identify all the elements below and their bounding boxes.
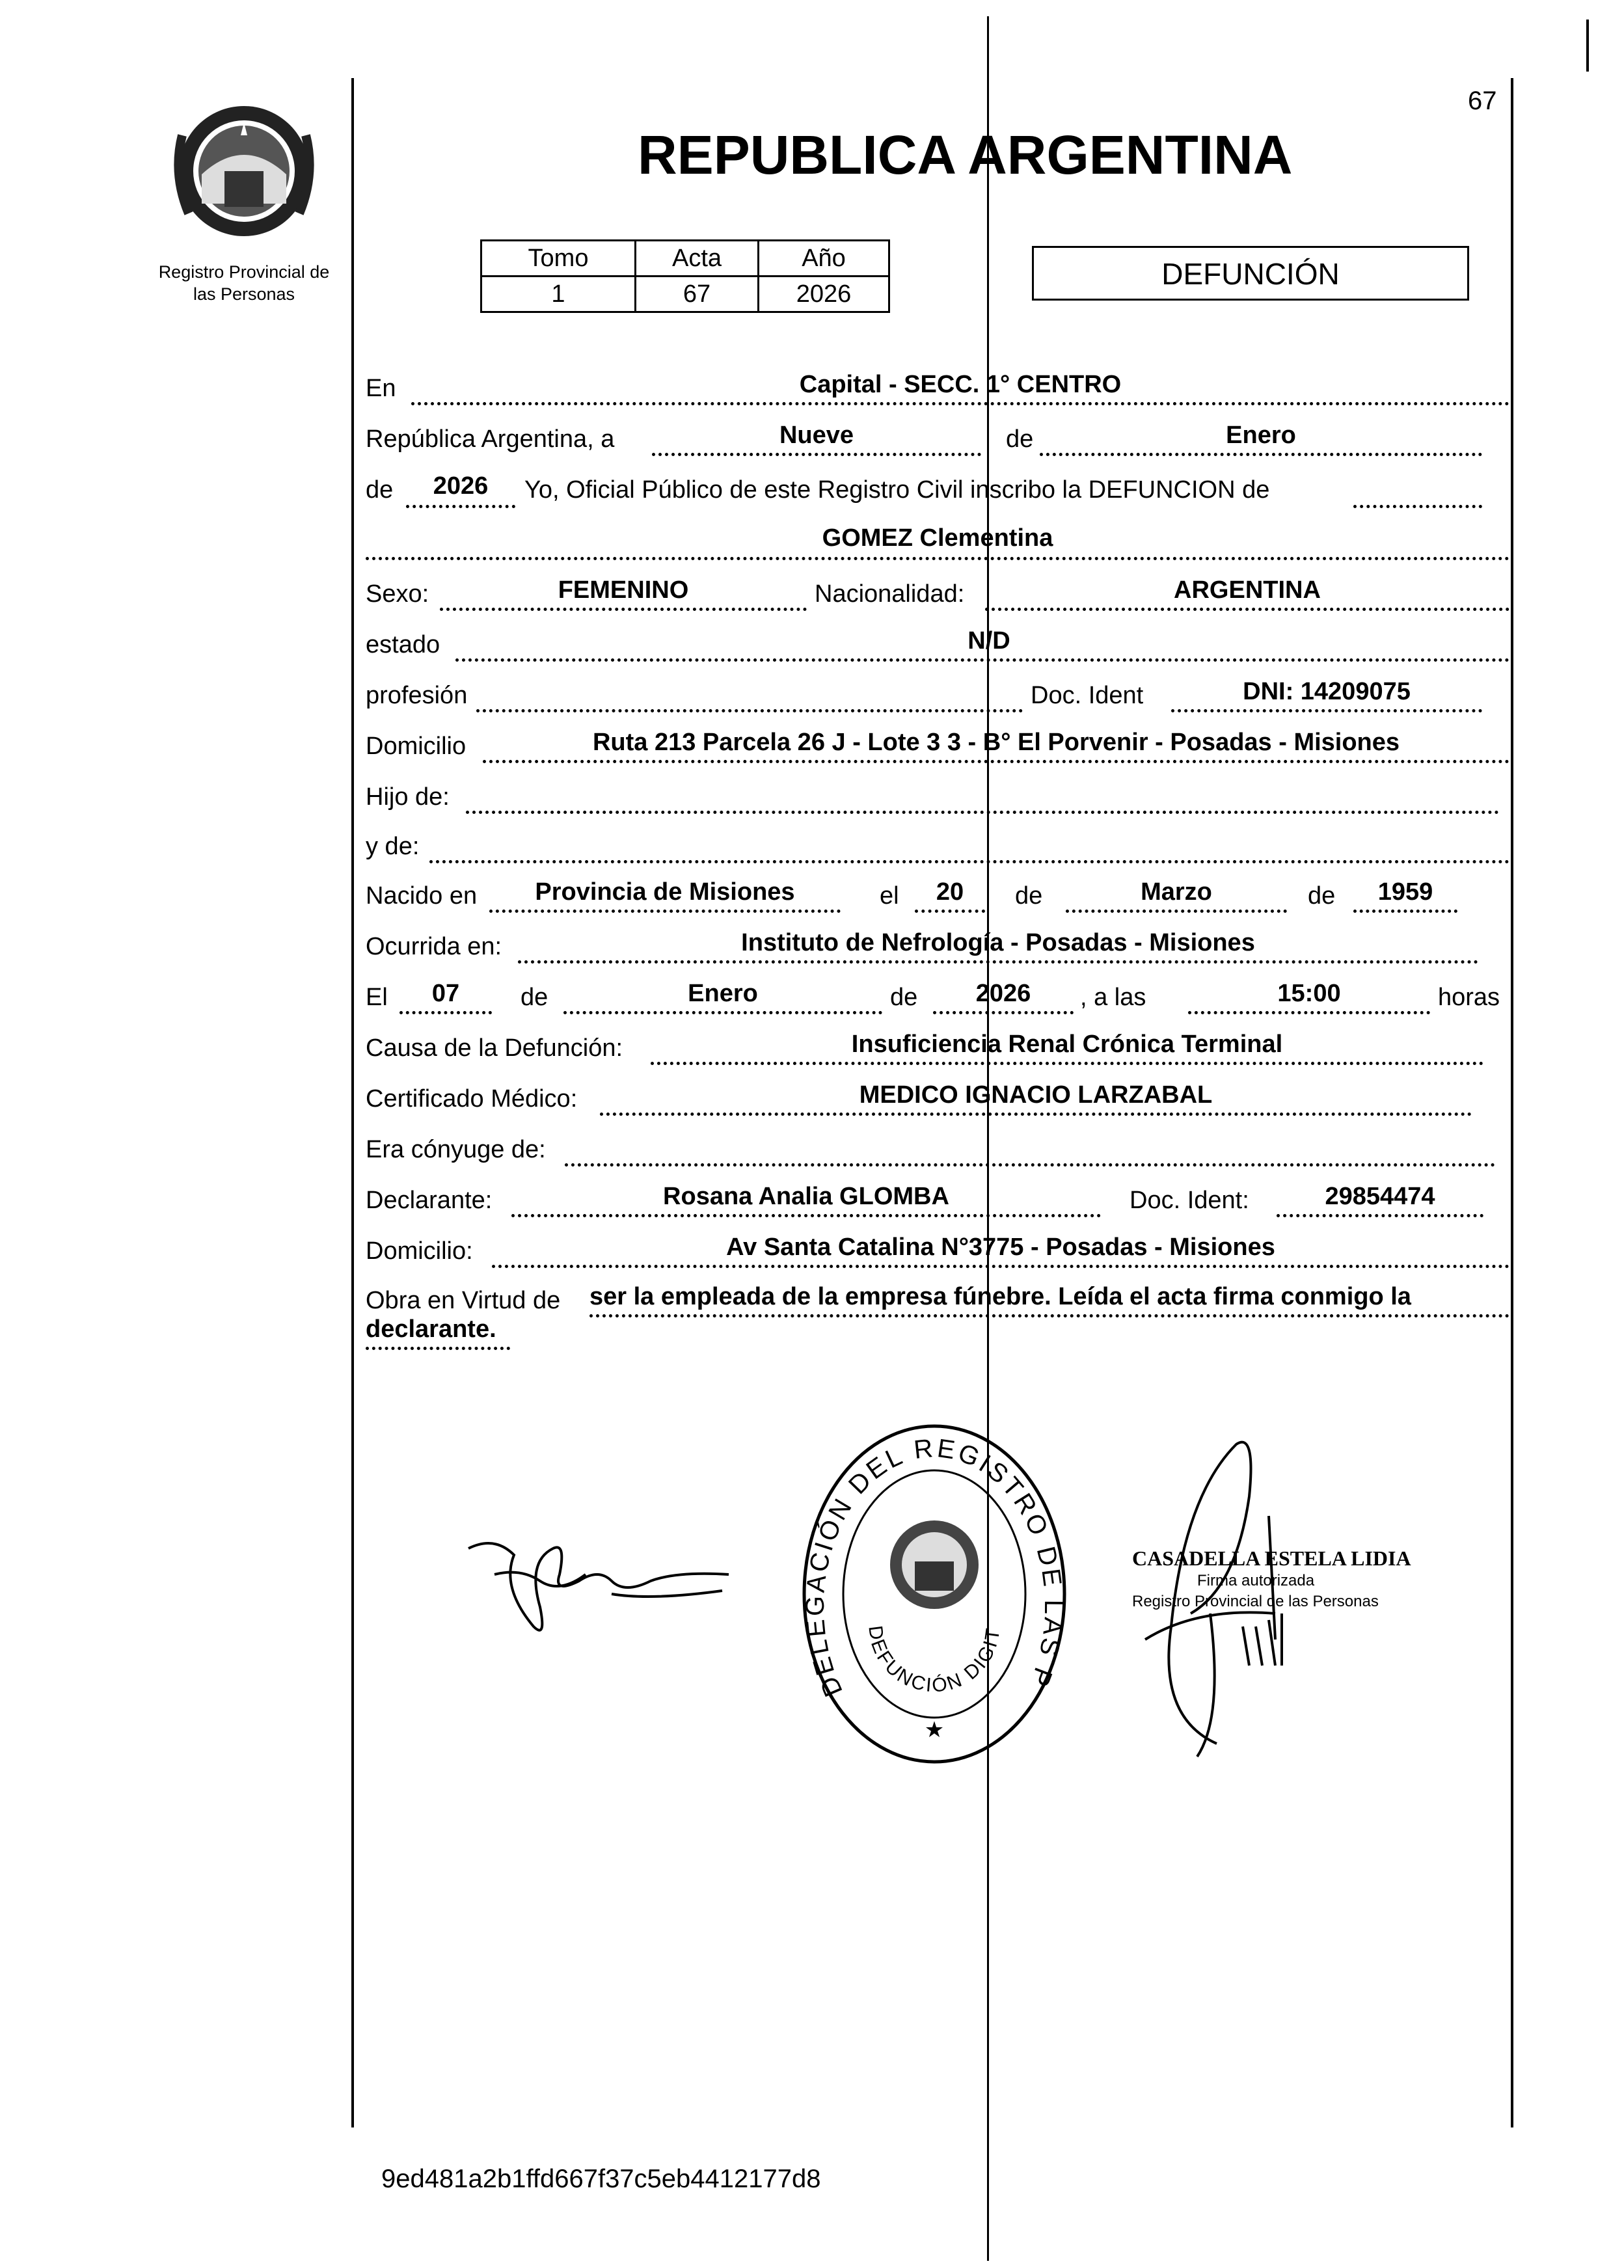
dotted-line <box>429 860 1509 863</box>
value-nacido-anio: 1959 <box>1377 878 1433 906</box>
edge-mark <box>1586 20 1589 72</box>
dotted-line <box>985 608 1509 611</box>
dotted-line <box>1066 910 1287 913</box>
dotted-line <box>1188 1011 1430 1014</box>
dotted-line <box>366 1347 510 1350</box>
dotted-line <box>589 1314 1509 1317</box>
dotted-line <box>455 658 1509 662</box>
label-a-las: , a las <box>1080 984 1146 1011</box>
dotted-line <box>511 1214 1101 1217</box>
dotted-line <box>489 910 841 913</box>
value-dia-texto: Nueve <box>779 422 854 449</box>
label-republica: República Argentina, a <box>366 425 615 453</box>
value-estado: N/D <box>968 627 1010 655</box>
dotted-line <box>476 709 1023 712</box>
dotted-line <box>399 1011 492 1014</box>
dotted-line <box>652 453 981 456</box>
value-certificado: MEDICO IGNACIO LARZABAL <box>859 1081 1213 1109</box>
dotted-line <box>1277 1214 1483 1217</box>
label-domicilio: Domicilio <box>366 733 467 760</box>
dotted-line <box>406 505 515 508</box>
page-number: 67 <box>1468 87 1497 115</box>
label-de-anio-nac: de <box>1308 882 1336 910</box>
value-fallec-mes: Enero <box>688 980 758 1007</box>
value-doc-ident: DNI: 14209075 <box>1243 678 1411 705</box>
label-estado: estado <box>366 631 440 658</box>
dotted-line <box>518 960 1478 964</box>
center-fold-line <box>987 16 989 2261</box>
label-sexo: Sexo: <box>366 580 429 608</box>
label-y-de: y de: <box>366 833 420 860</box>
value-anio: 2026 <box>433 472 489 500</box>
dotted-line <box>563 1011 882 1014</box>
dotted-line <box>1040 453 1482 456</box>
dotted-line <box>933 1011 1074 1014</box>
value-ocurrida-en: Instituto de Nefrología - Posadas - Misiones <box>741 929 1255 956</box>
value-domicilio: Ruta 213 Parcela 26 J - Lote 3 3 - B° El Porvenir - Posadas - Misiones <box>592 729 1400 756</box>
dotted-line <box>483 760 1509 763</box>
declarant-signature <box>455 1509 742 1653</box>
acta-header: Acta <box>636 241 759 277</box>
label-ocurrida-en: Ocurrida en: <box>366 933 502 960</box>
value-declarante-domicilio: Av Santa Catalina N°3775 - Posadas - Misiones <box>726 1234 1275 1261</box>
stamp-inner-text: DEFUNCIÓN DIGIT <box>864 1624 1005 1697</box>
dotted-line <box>600 1113 1472 1116</box>
anio-header: Año <box>759 241 889 277</box>
tomo-value: 1 <box>481 277 636 312</box>
value-causa: Insuficiencia Renal Crónica Terminal <box>851 1031 1283 1058</box>
dotted-line <box>565 1163 1495 1167</box>
official-role: Firma autorizada <box>1197 1572 1315 1589</box>
dotted-line <box>366 557 1509 560</box>
dotted-line <box>466 811 1499 814</box>
value-nombre: GOMEZ Clementina <box>822 524 1053 552</box>
value-sexo: FEMENINO <box>558 576 689 604</box>
value-nacido-dia: 20 <box>936 878 964 906</box>
label-declarante: Declarante: <box>366 1187 493 1214</box>
stamp-outer-text: DELEGACIÓN DEL REGISTRO DE LAS P <box>800 1433 1068 1701</box>
value-lugar: Capital - SECC. 1° CENTRO <box>799 371 1122 398</box>
value-nacionalidad: ARGENTINA <box>1174 576 1321 604</box>
right-margin-rule <box>1511 78 1513 2127</box>
dotted-line <box>440 608 807 611</box>
label-obra-en-virtud: Obra en Virtud de <box>366 1287 561 1314</box>
label-de-mes-nac: de <box>1015 882 1043 910</box>
label-conyuge: Era cónyuge de: <box>366 1136 546 1163</box>
dotted-line <box>915 910 985 913</box>
value-declarante-doc: 29854474 <box>1325 1183 1435 1210</box>
label-yo-oficial: Yo, Oficial Público de este Registro Civil inscribo la DEFUNCION de <box>524 476 1270 504</box>
label-de-anio-fallec: de <box>890 984 918 1011</box>
volume-record-table <box>480 239 890 313</box>
value-hora: 15:00 <box>1277 980 1341 1007</box>
value-mes-texto: Enero <box>1226 422 1296 449</box>
value-obra-line2: declarante. <box>366 1316 496 1343</box>
official-org: Registro Provincial de las Personas <box>1132 1593 1379 1610</box>
label-de-mes-fallec: de <box>521 984 548 1011</box>
registry-stamp <box>798 1418 1071 1770</box>
registry-name-line2: las Personas <box>193 284 295 304</box>
anio-value: 2026 <box>759 277 889 312</box>
label-de-anio: de <box>366 476 394 504</box>
label-el: el <box>880 882 899 910</box>
label-domicilio-declarante: Domicilio: <box>366 1237 473 1265</box>
value-fallec-anio: 2026 <box>975 980 1031 1007</box>
label-nacionalidad: Nacionalidad: <box>815 580 965 608</box>
official-name: CASADELLA ESTELA LIDIA <box>1132 1546 1411 1570</box>
dotted-line <box>1171 709 1482 712</box>
document-hash: 9ed481a2b1ffd667f37c5eb4412177d8 <box>381 2165 821 2193</box>
label-doc-ident-declarante: Doc. Ident: <box>1130 1187 1249 1214</box>
label-de: de <box>1006 425 1034 453</box>
document-type-box: DEFUNCIÓN <box>1032 246 1469 301</box>
label-el-fallec: El <box>366 984 388 1011</box>
label-doc-ident: Doc. Ident <box>1031 682 1144 709</box>
dotted-line <box>1353 505 1482 508</box>
label-causa: Causa de la Defunción: <box>366 1034 623 1062</box>
left-margin-rule <box>351 78 354 2127</box>
stamp-star: ★ <box>924 1717 945 1743</box>
value-declarante: Rosana Analia GLOMBA <box>663 1183 949 1210</box>
dotted-line <box>411 402 1509 405</box>
label-horas: horas <box>1438 984 1500 1011</box>
dotted-line <box>1353 910 1457 913</box>
provincial-seal <box>169 96 319 246</box>
acta-value: 67 <box>636 277 759 312</box>
label-en: En <box>366 375 396 402</box>
value-fallec-dia: 07 <box>431 980 460 1007</box>
tomo-header: Tomo <box>481 241 636 277</box>
value-obra-line1: ser la empleada de la empresa fúnebre. Leída el acta firma conmigo la <box>589 1283 1411 1310</box>
value-nacido-en: Provincia de Misiones <box>535 878 795 906</box>
page-title: REPUBLICA ARGENTINA <box>638 124 1293 185</box>
label-profesion: profesión <box>366 682 468 709</box>
label-nacido-en: Nacido en <box>366 882 478 910</box>
dotted-line <box>492 1265 1509 1268</box>
registry-name-line1: Registro Provincial de <box>158 262 330 282</box>
dotted-line <box>651 1062 1483 1065</box>
label-certificado: Certificado Médico: <box>366 1085 578 1113</box>
value-nacido-mes: Marzo <box>1141 878 1212 906</box>
label-hijo-de: Hijo de: <box>366 783 450 811</box>
